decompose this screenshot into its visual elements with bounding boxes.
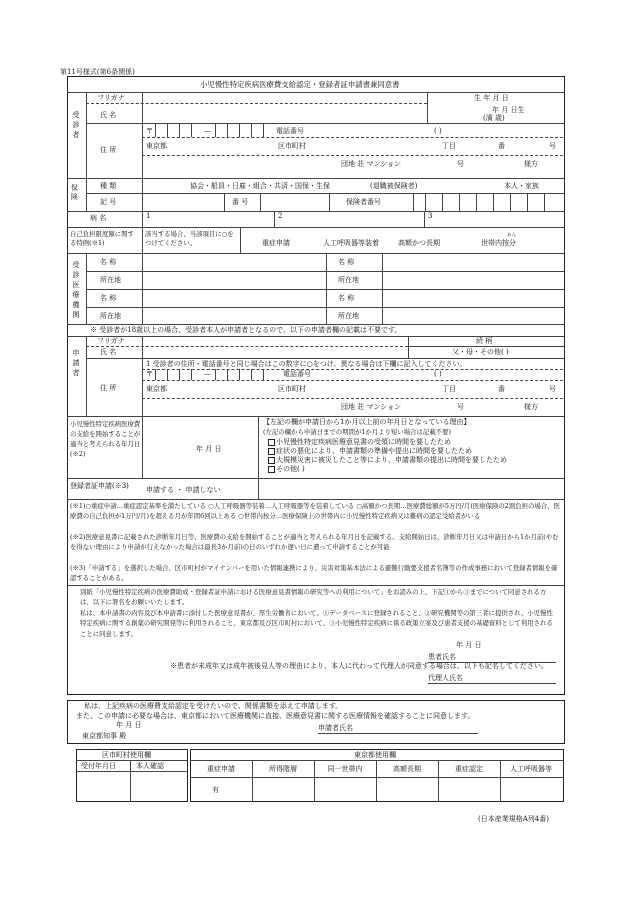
option-severe[interactable]: 重症申請	[262, 239, 290, 247]
reason-title: 【左記の欄が申請日から1か月以上前の年月日となっている理由】	[263, 418, 471, 426]
digit-box-divider	[544, 193, 545, 211]
digit-box-divider	[191, 369, 192, 380]
digit-box-divider	[167, 124, 168, 137]
tokyo-col-5: 重症認定	[455, 765, 483, 773]
digit-box-divider	[251, 124, 252, 137]
tokyo-col-3: 同一世帯内	[327, 765, 363, 773]
disease-field-3[interactable]: 3	[428, 212, 433, 220]
tokyo-col-divider	[376, 760, 377, 801]
declaration-line-2: また、この申請に必要な場合は、東京都において医療機関に直接、医療意見書に関する医療情報を確認することに同意します。	[76, 712, 475, 720]
special-case-label: 自己負担限度額に関する特例(※1)	[70, 230, 134, 247]
same-address-option[interactable]: 1 受診者の住所・電話番号と同じ場合はこの数字に○をつけ、異なる場合は下欄に記入してください。	[146, 360, 467, 368]
agent-note: ※患者が未成年又は成年被後見人等の理由により、本人に代わって代理人が同意する場合は、以下も記名してください。	[170, 662, 548, 670]
note-2: (※2)医療意見書に記載された診断年月日等、医療費の支給を開始することが適当と考えられる年月日を記載する。支給開始日は、診断年月日又は申請日から1か月前(やむを得ない理由により申請が行えなかった場合は最長3か月前)の日のいずれか遅い日に遡って申請することが可能	[70, 533, 559, 552]
registry-options[interactable]: 申請する ・ 申請しない	[146, 486, 221, 494]
governor-addressee: 東京都知事 殿	[82, 732, 127, 740]
tokyo-col-4: 高額長期	[393, 765, 421, 773]
digit-box-divider	[191, 124, 192, 137]
digit-box-divider	[425, 193, 426, 211]
consent-date[interactable]: 年 月 日	[456, 641, 482, 649]
form-page: 第11号様式(第6条関係) 小児慢性特定疾病医療費支給認定・登録者証申請書兼同意書 受診者 フリガナ 氏 名 生 年 月 日 年 月 日生 (満 歳) 住 所 〒 — 電話番号 ( ) 東京都 区市町村 丁目 番 号 団地 荘 マンション 号 様方 保険 種 類 協会・船員・日雇・組合・共済・国保・生保 (退職被保険者) 本人・家族 記 号 番 号 保険者番号 病 名 1 2 3 自己負担限度額に関する特例(※1) 該当する場合、当該項目に○をつけてください。 重症申請 人工呼吸器等装着 高額かつ長期 世帯内按分 あん 受診医療機関 名 称 所在地 名 称 所在地 名 称 所在地 名 称 所在地 ※ 受診者が18歳以上の場合、受診者本人が申請者となるので、以下の申請者欄の記載は不要です。 申請者 フリガナ 氏 名 続 柄 父・母・その他( ) 住 所 1 受診者の住所・電話番号と同じ場合はこの数字に○をつけ、異なる場合は下欄に記入してください。 〒 — 電話番号 ( ) 東京都 区市町村 丁目 番 号 団地 荘 マンション 号 様方 小児慢性特定疾病医療費の支給を開始することが適当と考えられる年月日(※2) 年 月 日 【左記の欄が申請日から1か月以上前の年月日となっている理由】 (左記の欄から申請日までの期間が1か月より短い場合は記載不要) 小児慢性特定疾病医療意見書の受領に時間を要したため 症状の悪化により、申請書類の準備や提出に時間を要したため 大規模災害に被災したこと等により、申請書類の提出に時間を要したため その他( ) 登録者証申請(※3) 申請する ・ 申請しない (※1)○重症申請…重症認定基準を満たしている ○人工呼吸器等装着…人工呼吸器等を装着している ○高額かつ長期…医療費総額が5万円/月(医療保険の2割負担の場合、医療費の自己負担が1万円/月)を超える月が年間6回以上ある ○世帯内按分…医療保険上の世帯内に小児慢性特定疾病又は難病の認定受給者がいる (※2)医療意見書に記載された診断年月日等、医療費の支給を開始することが適当と考えられる年月日を記載する。支給開始日は、診断年月日又は申請日から1か月前(やむを得ない理由により申請が行えなかった場合は最長3か月前)の日のいずれか遅い日に遡って申請することが可能 (※3)「申請する」を選択した場合、区市町村がマイナンバーを用いた情報連携により、災害対策基本法による避難行動要支援者名簿等の作成事務において登録者情報を確認することがある。 別紙「小児慢性特定疾病の医療費助成・登録者証申請における医療意見書情報の研究等への利用について」をお読みの上、下記①から③までについて同意される方は、以下に署名をお願いいたします。 私は、本申請書の内容及び本申請書に添付した医療意見書が、厚生労働省において、①データベースに登録されること、②研究機関等の第三者に提供され、小児慢性特定疾病に関する創薬の研究開発等に利用されること、東京都及び区市町村において、③小児慢性特定疾病に係る政策立案及び患者支援の基礎資料として利用されることに同意します。 年 月 日 患者氏名 ※患者が未成年又は成年被後見人等の理由により、本人に代わって代理人が同意する場合は、以下も記名してください。 代理人氏名 私は、上記疾病の医療費支給認定を受けたいので、関係書類を添えて申請します。 また、この申請に必要な場合は、東京都において医療機関に直接、医療意見書に関する医療情報を確認することに同意します。 年 月 日 申請者氏名 東京都知事 殿 区市町村使用欄 受付年月日 本人確認 東京都使用欄 重症申請 所得階層 同一世帯内 高額長期 重症認定 人工呼吸器等 有 (日本産業規格A列4番)	[0, 0, 630, 902]
option-high-cost[interactable]: 高額かつ長期	[398, 239, 440, 247]
digit-box-divider	[227, 369, 228, 380]
digit-box-divider	[239, 124, 240, 137]
tokyo-col-divider	[500, 760, 501, 801]
digit-box-divider	[476, 193, 477, 211]
digit-box-divider	[215, 124, 216, 137]
postal-mark: 〒	[146, 127, 153, 135]
tokyo-col-divider	[438, 760, 439, 801]
registry-label: 登録者証申請(※3)	[70, 482, 129, 490]
tokyo-col-2: 所得階層	[269, 765, 297, 773]
start-date-field[interactable]: 年 月 日	[196, 445, 222, 453]
tokyo-col-6: 人工呼吸器等	[510, 765, 552, 773]
digit-box-divider	[179, 369, 180, 380]
digit-box-divider	[155, 369, 156, 380]
tokyo-col-divider	[314, 760, 315, 801]
patient-name-label: 氏 名	[100, 111, 117, 119]
reason-3[interactable]: 大規模災害に被災したこと等により、申請書類の提出に時間を要したため	[268, 456, 507, 465]
declaration-line-1: 私は、上記疾病の医療費支給認定を受けたいので、関係書類を添えて申請します。	[84, 702, 343, 710]
patient-section-label: 受診者	[72, 111, 80, 139]
digit-box-divider	[263, 124, 264, 137]
patient-signature-label: 患者氏名	[428, 653, 456, 661]
digit-box-divider	[493, 193, 494, 211]
digit-box-divider	[263, 369, 264, 380]
applicant-signature-label: 申請者氏名	[318, 724, 353, 732]
start-date-label: 小児慢性特定疾病医療費の支給を開始することが適当と考えられる年月日(※2)	[70, 420, 141, 458]
furigana-label: フリガナ	[97, 94, 125, 102]
reason-2[interactable]: 症状の悪化により、申請書類の準備や提出に時間を要したため	[268, 447, 472, 456]
declaration-date[interactable]: 年 月 日	[116, 721, 142, 729]
disease-field-1[interactable]: 1	[146, 212, 151, 220]
disease-field-2[interactable]: 2	[278, 212, 283, 220]
relationship-options[interactable]: 父・母・その他( )	[452, 348, 509, 356]
digit-box-divider	[215, 369, 216, 380]
tokyo-col-divider	[252, 760, 253, 801]
digit-box-divider	[251, 369, 252, 380]
digit-box-divider	[155, 124, 156, 137]
self-family-options[interactable]: 本人・家族	[504, 182, 539, 190]
reason-1[interactable]: 小児慢性特定疾病医療意見書の受領に時間を要したため	[268, 438, 451, 447]
digit-box-divider	[227, 124, 228, 137]
consent-body: 私は、本申請書の内容及び本申請書に添付した医療意見書が、厚生労働省において、①データベースに登録されること、②研究機関等の第三者に提供され、小児慢性特定疾病に関する創薬の研究開発等に利用されること、東京都及び区市町村において、③小児慢性特定疾病に係る政策立案及び患者支援の基礎資料として利用されることに同意します。	[80, 609, 553, 638]
insurance-section-label: 保険	[71, 184, 78, 201]
digit-box-divider	[510, 193, 511, 211]
option-household[interactable]: 世帯内按分	[481, 239, 516, 247]
age-value[interactable]: (満 歳)	[483, 114, 505, 122]
digit-box-divider	[442, 193, 443, 211]
clinic-section-label: 受診医療機関	[72, 261, 80, 319]
applicant-section-label: 申請者	[72, 349, 80, 377]
digit-box-divider	[527, 193, 528, 211]
digit-box-divider	[179, 124, 180, 137]
phone-field[interactable]: ( )	[434, 127, 442, 135]
form-number: 第11号様式(第6条関係)	[60, 68, 135, 76]
disease-label: 病 名	[90, 214, 107, 222]
applicant-note: ※ 受診者が18歳以上の場合、受診者本人が申請者となるので、以下の申請者欄の記載は不要です。	[90, 326, 402, 334]
birthdate-value[interactable]: 年 月 日生	[492, 106, 525, 114]
reason-4[interactable]: その他( )	[268, 465, 305, 474]
digit-box-divider	[167, 369, 168, 380]
insurance-type-options[interactable]: 協会・船員・日雇・組合・共済・国保・生保	[190, 182, 330, 190]
birthdate-label: 生 年 月 日	[474, 94, 509, 102]
option-ventilator[interactable]: 人工呼吸器等装着	[323, 239, 379, 247]
digit-box-divider	[239, 369, 240, 380]
patient-address-label: 住 所	[100, 146, 117, 154]
consent-intro: 別紙「小児慢性特定疾病の医療費助成・登録者証申請における医療意見書情報の研究等への利用について」をお読みの上、下記①から③までについて同意される方は、以下に署名をお願いいたします。	[80, 588, 547, 607]
form-title: 小児慢性特定疾病医療費支給認定・登録者証申請書兼同意書	[200, 80, 400, 89]
phone-label: 電話番号	[276, 127, 304, 135]
note-3: (※3)「申請する」を選択した場合、区市町村がマイナンバーを用いた情報連携により、災害対策基本法による避難行動要支援者名簿等の作成事務において登録者情報を確認することがある。	[70, 564, 558, 583]
note-1: (※1)○重症申請…重症認定基準を満たしている ○人工呼吸器等装着…人工呼吸器等を装着している ○高額かつ長期…医療費総額が5万円/月(医療保険の2割負担の場合、医療費の自己負担が1万円/月)を超える月が年間6回以上ある ○世帯内按分…医療保険上の世帯内に小児慢性特定疾病又は難病の認定受給者がいる	[70, 502, 560, 521]
patient-name-field[interactable]	[148, 102, 423, 122]
digit-box-divider	[459, 193, 460, 211]
tokyo-col-1: 重症申請	[207, 765, 235, 773]
agent-signature-label: 代理人氏名	[428, 674, 463, 682]
paper-size-note: (日本産業規格A列4番)	[478, 815, 549, 823]
